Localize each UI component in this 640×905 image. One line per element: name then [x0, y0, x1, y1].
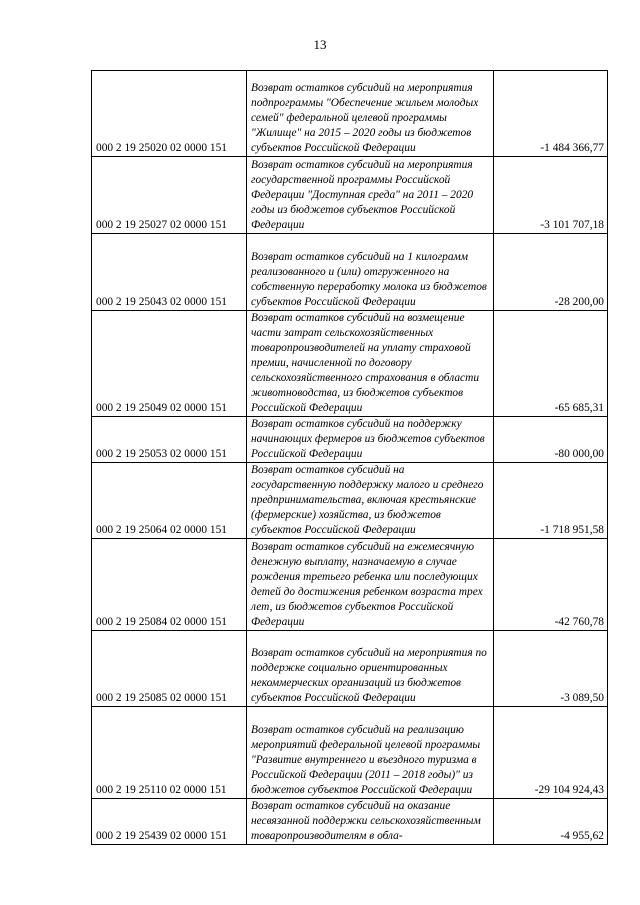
- page-number: 13: [313, 37, 327, 52]
- table-row: [92, 539, 608, 631]
- table-row: [92, 311, 608, 417]
- description-text: Возврат остатков субсидий на возмещение части затрат сельскохозяйственных товаропроизводителей на уплату страховой премии, начисленной по договору сельскохозяйственного страхования в области животноводства, из бюджетов субъектов Российской Федерации: [251, 312, 480, 414]
- description-text: Возврат остатков субсидий на государственную поддержку малого и среднего предпринимательства, включая крестьянские (фермерские) хозяйства, из бюджетов субъектов Российской Федерации: [251, 464, 484, 536]
- row-description: [247, 463, 494, 539]
- budget-code: 000 2 19 25085 02 0000 151: [92, 631, 247, 707]
- amount: -3 089,50: [494, 631, 608, 707]
- description-text: Возврат остатков субсидий на оказание несвязанной поддержки сельскохозяйственным товаропроизводителям в обла-: [251, 800, 481, 842]
- row-description: [247, 71, 494, 157]
- amount: -1 484 366,77: [494, 71, 608, 157]
- description-text: Возврат остатков субсидий на мероприятия по поддержке социально ориентированных некоммерческих организаций из бюджетов субъектов Российской Федерации: [251, 647, 487, 704]
- row-description: [247, 417, 494, 463]
- table-row: [92, 707, 608, 799]
- amount: -29 104 924,43: [494, 707, 608, 799]
- amount: -1 718 951,58: [494, 463, 608, 539]
- budget-code: 000 2 19 25110 02 0000 151: [92, 707, 247, 799]
- table-row: [92, 71, 608, 157]
- amount: -42 760,78: [494, 539, 608, 631]
- table-row: [92, 234, 608, 311]
- budget-table: [91, 70, 608, 845]
- table-row: [92, 417, 608, 463]
- description-text: Возврат остатков субсидий на поддержку начинающих фермеров из бюджетов субъектов Российской Федерации: [251, 418, 485, 460]
- description-text: Возврат остатков субсидий на 1 килограмм реализованного и (или) отгруженного на собственную переработку молока из бюджетов субъектов Российской Федерации: [251, 251, 487, 308]
- budget-code: 000 2 19 25053 02 0000 151: [92, 417, 247, 463]
- budget-code: 000 2 19 25027 02 0000 151: [92, 157, 247, 234]
- row-description: [247, 311, 494, 417]
- amount: -4 955,62: [494, 799, 608, 845]
- row-description: [247, 799, 494, 845]
- row-description: [247, 631, 494, 707]
- amount: -80 000,00: [494, 417, 608, 463]
- budget-code: 000 2 19 25043 02 0000 151: [92, 234, 247, 311]
- budget-code: 000 2 19 25084 02 0000 151: [92, 539, 247, 631]
- description-text: Возврат остатков субсидий на мероприятия государственной программы Российской Федерации "Доступная среда" на 2011 – 2020 годы из бюджетов субъектов Российской Федерации: [251, 159, 474, 231]
- row-description: [247, 234, 494, 311]
- amount: -65 685,31: [494, 311, 608, 417]
- table-row: [92, 799, 608, 845]
- table-row: [92, 157, 608, 234]
- amount: -3 101 707,18: [494, 157, 608, 234]
- row-description: [247, 707, 494, 799]
- description-text: Возврат остатков субсидий на ежемесячную денежную выплату, назначаемую в случае рождения третьего ребенка или последующих детей до достижения ребенком возраста трех лет, из бюджетов субъектов Российской Федерации: [251, 541, 483, 628]
- description-text: Возврат остатков субсидий на мероприятия подпрограммы "Обеспечение жильем молодых семей" федеральной целевой программы "Жилище" на 2015 – 2020 годы из бюджетов субъектов Российской Федерации: [251, 82, 479, 154]
- table-row: [92, 631, 608, 707]
- amount: -28 200,00: [494, 234, 608, 311]
- row-description: [247, 539, 494, 631]
- budget-code: 000 2 19 25064 02 0000 151: [92, 463, 247, 539]
- row-description: [247, 157, 494, 234]
- budget-code: 000 2 19 25049 02 0000 151: [92, 311, 247, 417]
- budget-code: 000 2 19 25020 02 0000 151: [92, 71, 247, 157]
- description-text: Возврат остатков субсидий на реализацию мероприятий федеральной целевой программы "Развитие внутреннего и въездного туризма в Российской Федерации (2011 – 2018 годы)" из бюджетов субъектов Российской Федерации: [251, 724, 481, 796]
- table-row: [92, 463, 608, 539]
- budget-code: 000 2 19 25439 02 0000 151: [92, 799, 247, 845]
